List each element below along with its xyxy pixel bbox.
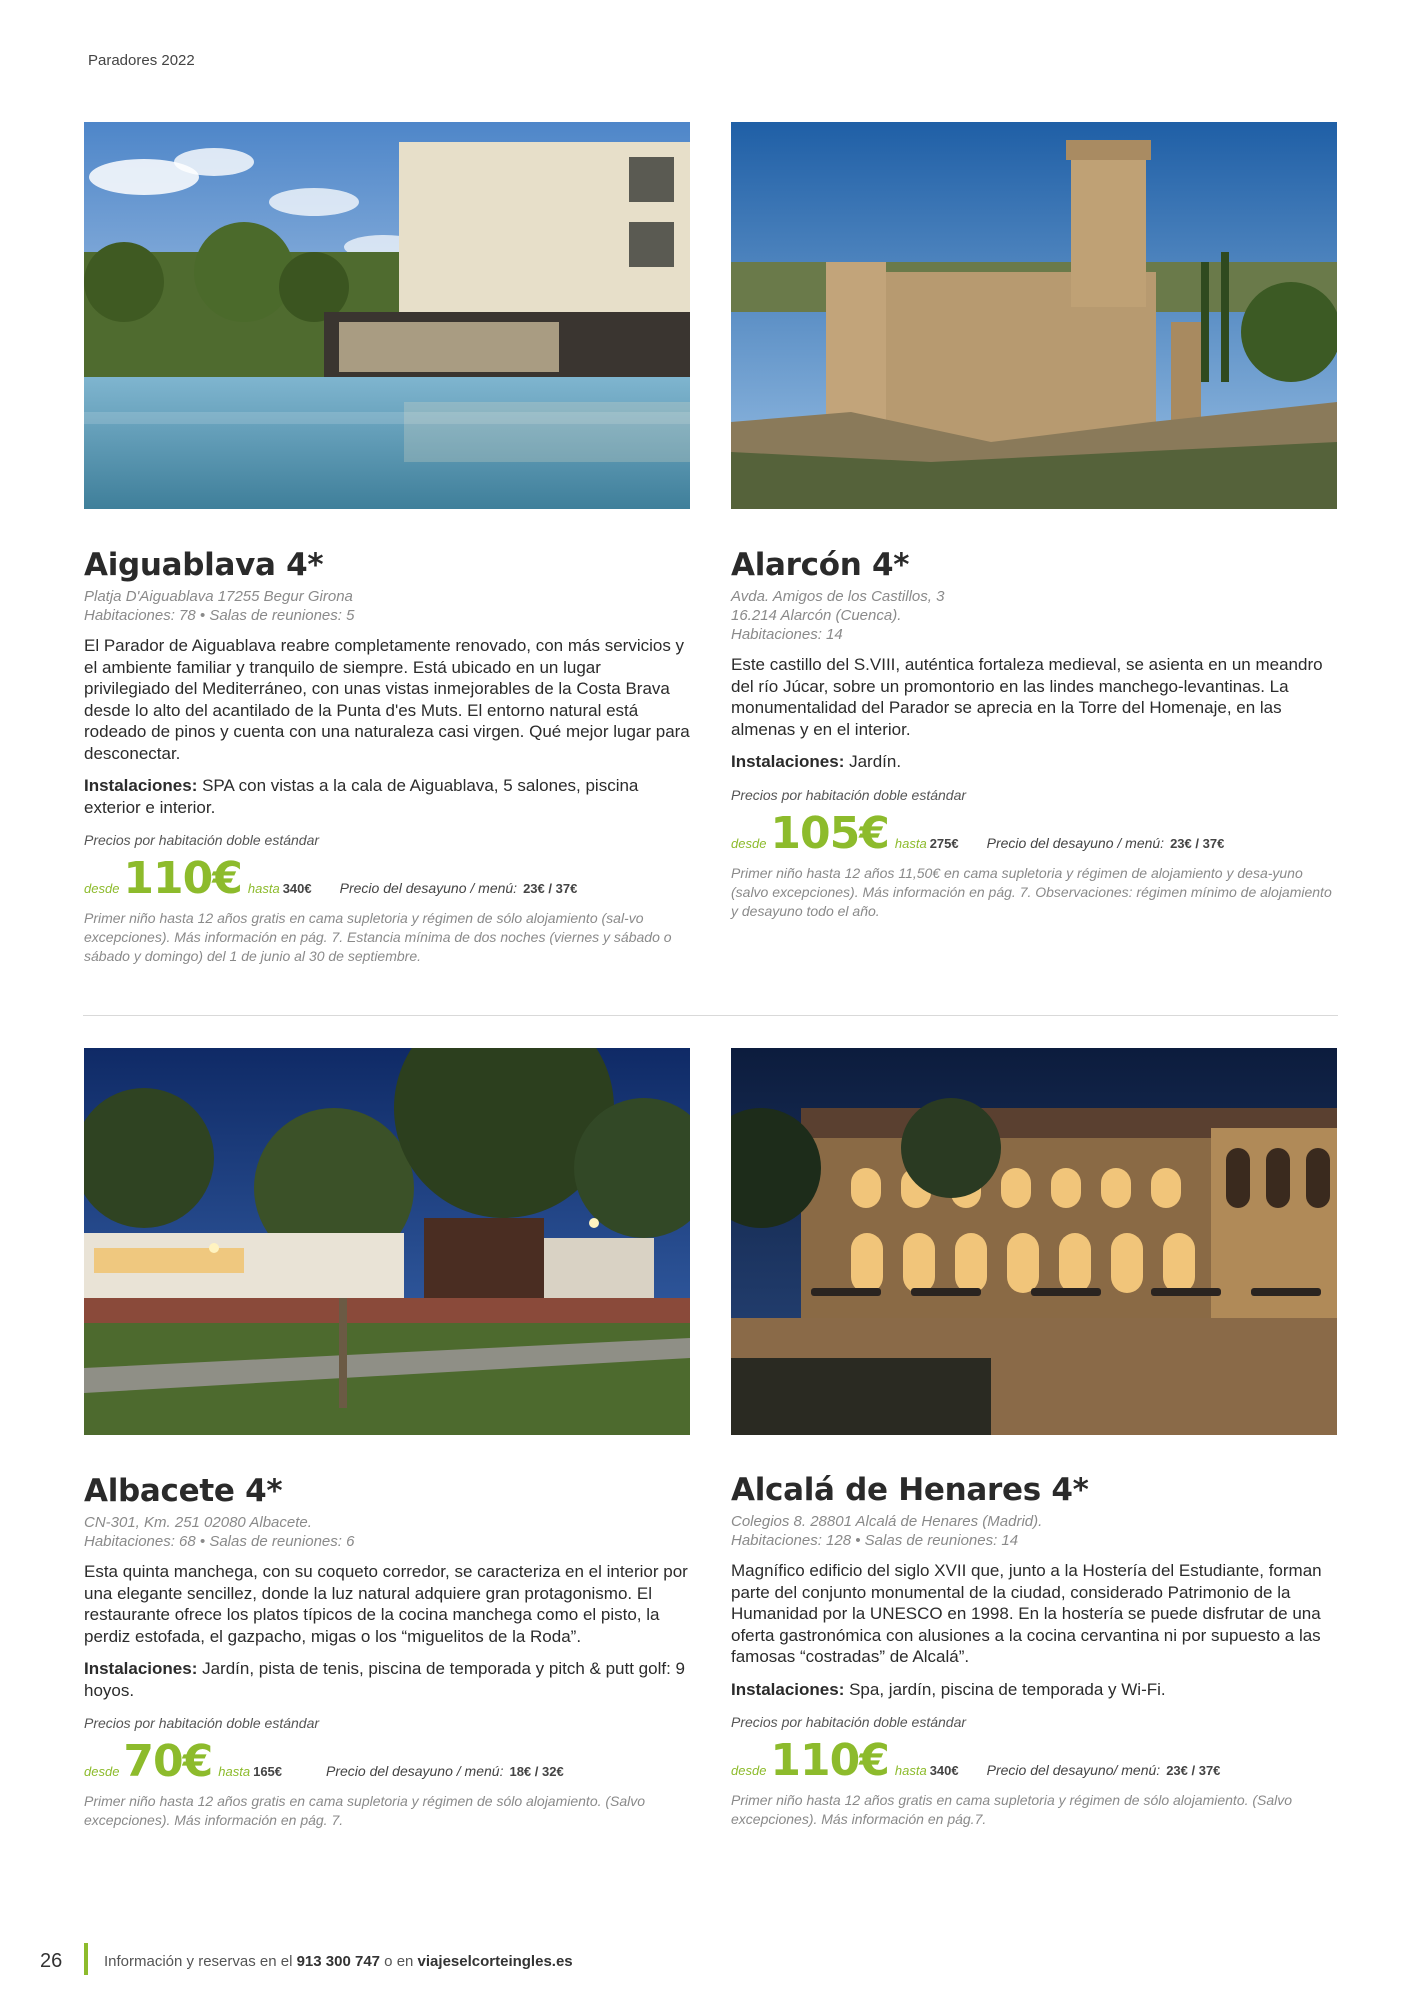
- rooms-line: Habitaciones: 78 • Salas de reuniones: 5: [84, 607, 355, 624]
- price-row: [84, 853, 690, 905]
- breakfast-price: 23€ / 37€: [1170, 835, 1225, 851]
- hotel-title: Albacete 4*: [84, 1473, 283, 1509]
- fine-print: Primer niño hasta 12 años gratis en cama supletoria y régimen de sólo alojamiento. (Salvo excepciones). Más información en pág.7.: [731, 1792, 1293, 1827]
- facilities-text: SPA con vistas a la cala de Aiguablava, 5 salones, piscina exterior e interior.: [84, 776, 639, 817]
- price-from: 110€: [123, 853, 242, 904]
- footer-website-link[interactable]: viajeselcorteingles.es: [417, 1953, 573, 1970]
- to-label: hasta: [218, 1764, 251, 1779]
- hotel-address: [731, 587, 1337, 644]
- hotel-facilities: [731, 751, 1337, 773]
- price-row: [731, 808, 1337, 860]
- hotel-description: Esta quinta manchega, con su coqueto corredor, se caracteriza en el interior por una elegante sencillez, donde la luz natural adquiere gran protagonismo. El restaurante ofrece los platos típicos de la cocina manchega como el pisto, la perdiz estofada, el gazpacho, migas o los “miguelitos de la Roda”.: [84, 1562, 688, 1646]
- from-label: desde: [731, 835, 767, 851]
- price-row: [84, 1736, 690, 1788]
- rooms-line: Habitaciones: 128 • Salas de reuniones: 14: [731, 1532, 1019, 1549]
- hotel-facilities: [731, 1679, 1337, 1701]
- hotel-photo-alcala: [731, 1048, 1337, 1435]
- price-from: 70€: [123, 1736, 213, 1787]
- rooms-line: Habitaciones: 68 • Salas de reuniones: 6: [84, 1533, 355, 1550]
- price-from: 105€: [770, 807, 889, 859]
- price-note: Precios por habitación doble estándar: [731, 1714, 967, 1730]
- hotel-description: Este castillo del S.VIII, auténtica fortaleza medieval, se asienta en un meandro del río Júcar, sobre un promontorio en las lindes manchego-levantinas. La monumentalidad del Parador se aprecia en la Torre del Homenaje, en las almenas y en el interior.: [731, 655, 1323, 739]
- to-label: hasta: [247, 881, 280, 896]
- price-to: 340€: [282, 881, 312, 896]
- footer-phone[interactable]: 913 300 747: [296, 1953, 381, 1970]
- hotel-title: Alcalá de Henares 4*: [731, 1472, 1089, 1508]
- section-divider: [83, 1015, 1338, 1016]
- to-label: hasta: [894, 1763, 927, 1778]
- from-label: desde: [84, 1764, 120, 1779]
- hotel-title: Alarcón 4*: [731, 547, 910, 583]
- price-to: 275€: [929, 835, 959, 851]
- price-note: Precios por habitación doble estándar: [731, 786, 967, 803]
- price-note: Precios por habitación doble estándar: [84, 1715, 320, 1731]
- facilities-text: Spa, jardín, piscina de temporada y Wi-Fi.: [844, 1679, 1166, 1699]
- breakfast-label: Precio del desayuno / menú:: [339, 880, 518, 896]
- breakfast-price: 23€ / 37€: [523, 881, 578, 896]
- fine-print: Primer niño hasta 12 años 11,50€ en cama supletoria y régimen de alojamiento y desa-yuno (salvo excepciones). Más información en pág. 7. Observaciones: régimen mínimo de alojamiento y desayuno todo el año.: [731, 864, 1332, 919]
- hotel-photo-albacete: [84, 1048, 690, 1435]
- address-line: Platja D'Aiguablava 17255 Begur Girona: [84, 588, 353, 605]
- hotel-address: [731, 1512, 1337, 1550]
- hotel-facilities: [84, 1658, 690, 1701]
- breakfast-label: Precio del desayuno / menú:: [986, 834, 1165, 851]
- hotel-facilities: [84, 775, 690, 818]
- address-line: Avda. Amigos de los Castillos, 3: [731, 588, 945, 605]
- hotel-address: [84, 1513, 690, 1551]
- price-to: 165€: [253, 1764, 283, 1779]
- facilities-label: Instalaciones:: [84, 1659, 198, 1678]
- breakfast-label: Precio del desayuno / menú:: [326, 1763, 504, 1779]
- address-line: CN-301, Km. 251 02080 Albacete.: [84, 1514, 312, 1531]
- hotel-photo-aiguablava: [84, 122, 690, 509]
- price-to: 340€: [929, 1763, 959, 1778]
- breakfast-label: Precio del desayuno/ menú:: [986, 1762, 1161, 1778]
- facilities-label: Instalaciones:: [731, 752, 845, 771]
- hotel-address: [84, 587, 690, 625]
- hotel-photo-alarcon: [731, 122, 1337, 509]
- rooms-line: Habitaciones: 14: [731, 626, 843, 643]
- to-label: hasta: [894, 835, 927, 851]
- fine-print: Primer niño hasta 12 años gratis en cama supletoria y régimen de sólo alojamiento (sal-vo excepciones). Más información en pág. 7. Estancia mínima de dos noches (viernes y sábado o sábado y domingo) del 1 de junio al 30 de septiembre.: [84, 910, 672, 964]
- footer-prefix: Información y reservas en el: [104, 1953, 297, 1970]
- fine-print: Primer niño hasta 12 años gratis en cama supletoria y régimen de sólo alojamiento. (Salvo excepciones). Más información en pág. 7.: [84, 1793, 646, 1828]
- footer-contact: [104, 1953, 573, 1970]
- page-number: 26: [40, 1950, 63, 1972]
- price-note: Precios por habitación doble estándar: [84, 832, 320, 848]
- footer-mid: o en: [380, 1953, 418, 1970]
- price-row: [731, 1735, 1337, 1787]
- hotel-description: Magnífico edificio del siglo XVII que, junto a la Hostería del Estudiante, forman parte del conjunto monumental de la ciudad, considerado Patrimonio de la Humanidad por la UNESCO en 1998. En la hostería se puede disfrutar de una oferta gastronómica con alusiones a la cocina cervantina ni por supuesto a las famosas “costradas” de Alcalá”.: [731, 1561, 1322, 1666]
- footer-accent-bar: [84, 1943, 88, 1975]
- facilities-text: Jardín, pista de tenis, piscina de temporada y pitch & putt golf: 9 hoyos.: [84, 1659, 685, 1700]
- facilities-text: Jardín.: [844, 752, 902, 771]
- hotel-title: Aiguablava 4*: [84, 547, 324, 583]
- from-label: desde: [84, 881, 120, 896]
- address-line-2: 16.214 Alarcón (Cuenca).: [731, 607, 902, 624]
- address-line: Colegios 8. 28801 Alcalá de Henares (Madrid).: [731, 1513, 1043, 1530]
- hotel-description: El Parador de Aiguablava reabre completamente renovado, con más servicios y el ambiente familiar y tranquilo de siempre. Está ubicado en un lugar privilegiado del Mediterráneo, con unas vistas inmejorables de la Costa Brava desde lo alto del acantilado de la Punta d'es Muts. El entorno natural está rodeado de pinos y cuenta con una naturaleza casi virgen. Qué mejor lugar para desconectar.: [84, 636, 690, 763]
- page-header: Paradores 2022: [88, 52, 195, 69]
- price-from: 110€: [770, 1735, 889, 1786]
- breakfast-price: 23€ / 37€: [1166, 1763, 1221, 1778]
- from-label: desde: [731, 1763, 767, 1778]
- breakfast-price: 18€ / 32€: [509, 1764, 564, 1779]
- facilities-label: Instalaciones:: [84, 776, 198, 795]
- facilities-label: Instalaciones:: [731, 1679, 845, 1699]
